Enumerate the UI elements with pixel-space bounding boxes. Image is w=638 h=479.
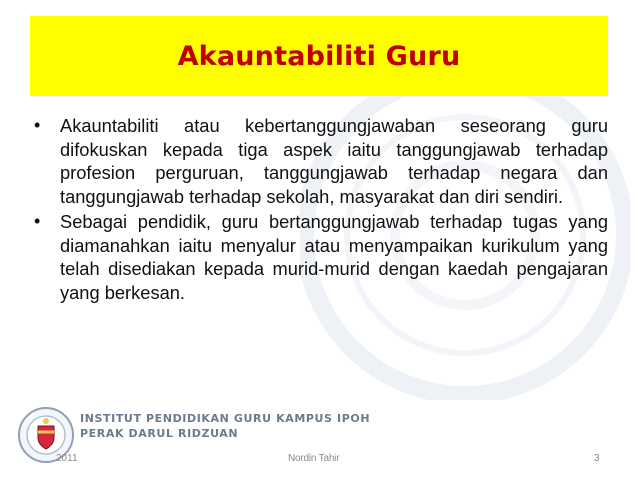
bullet-list bbox=[30, 114, 608, 306]
bullet-marker: • bbox=[34, 115, 41, 135]
slide-title: Akauntabiliti Guru bbox=[177, 40, 461, 72]
bullet-item bbox=[30, 114, 608, 208]
bullet-item bbox=[30, 210, 608, 304]
institute-name-line2: PERAK DARUL RIDZUAN bbox=[80, 427, 239, 440]
institute-name bbox=[80, 411, 370, 441]
title-bar bbox=[30, 16, 608, 96]
footer-author: Nordin Tahir bbox=[288, 453, 340, 464]
institute-name-line1: INSTITUT PENDIDIKAN GURU KAMPUS IPOH bbox=[80, 412, 371, 425]
bullet-text: Akauntabiliti atau kebertanggungjawaban seseorang guru difokuskan kepada tiga aspek iaitu tanggungjawab terhadap profesion perguruan, tanggungjawab terhadap negara dan tanggungjawab terhadap sekolah, masyarakat dan diri sendiri. bbox=[60, 115, 608, 207]
bullet-marker: • bbox=[34, 211, 41, 231]
footer-date: 2011 bbox=[56, 453, 78, 464]
bullet-text: Sebagai pendidik, guru bertanggungjawab terhadap tugas yang diamanahkan iaitu menyalur atau menyampaikan kurikulum yang telah disediakan kepada murid-murid dengan kaedah pengajaran yang berkesan. bbox=[60, 211, 608, 303]
page-number: 3 bbox=[594, 453, 600, 464]
